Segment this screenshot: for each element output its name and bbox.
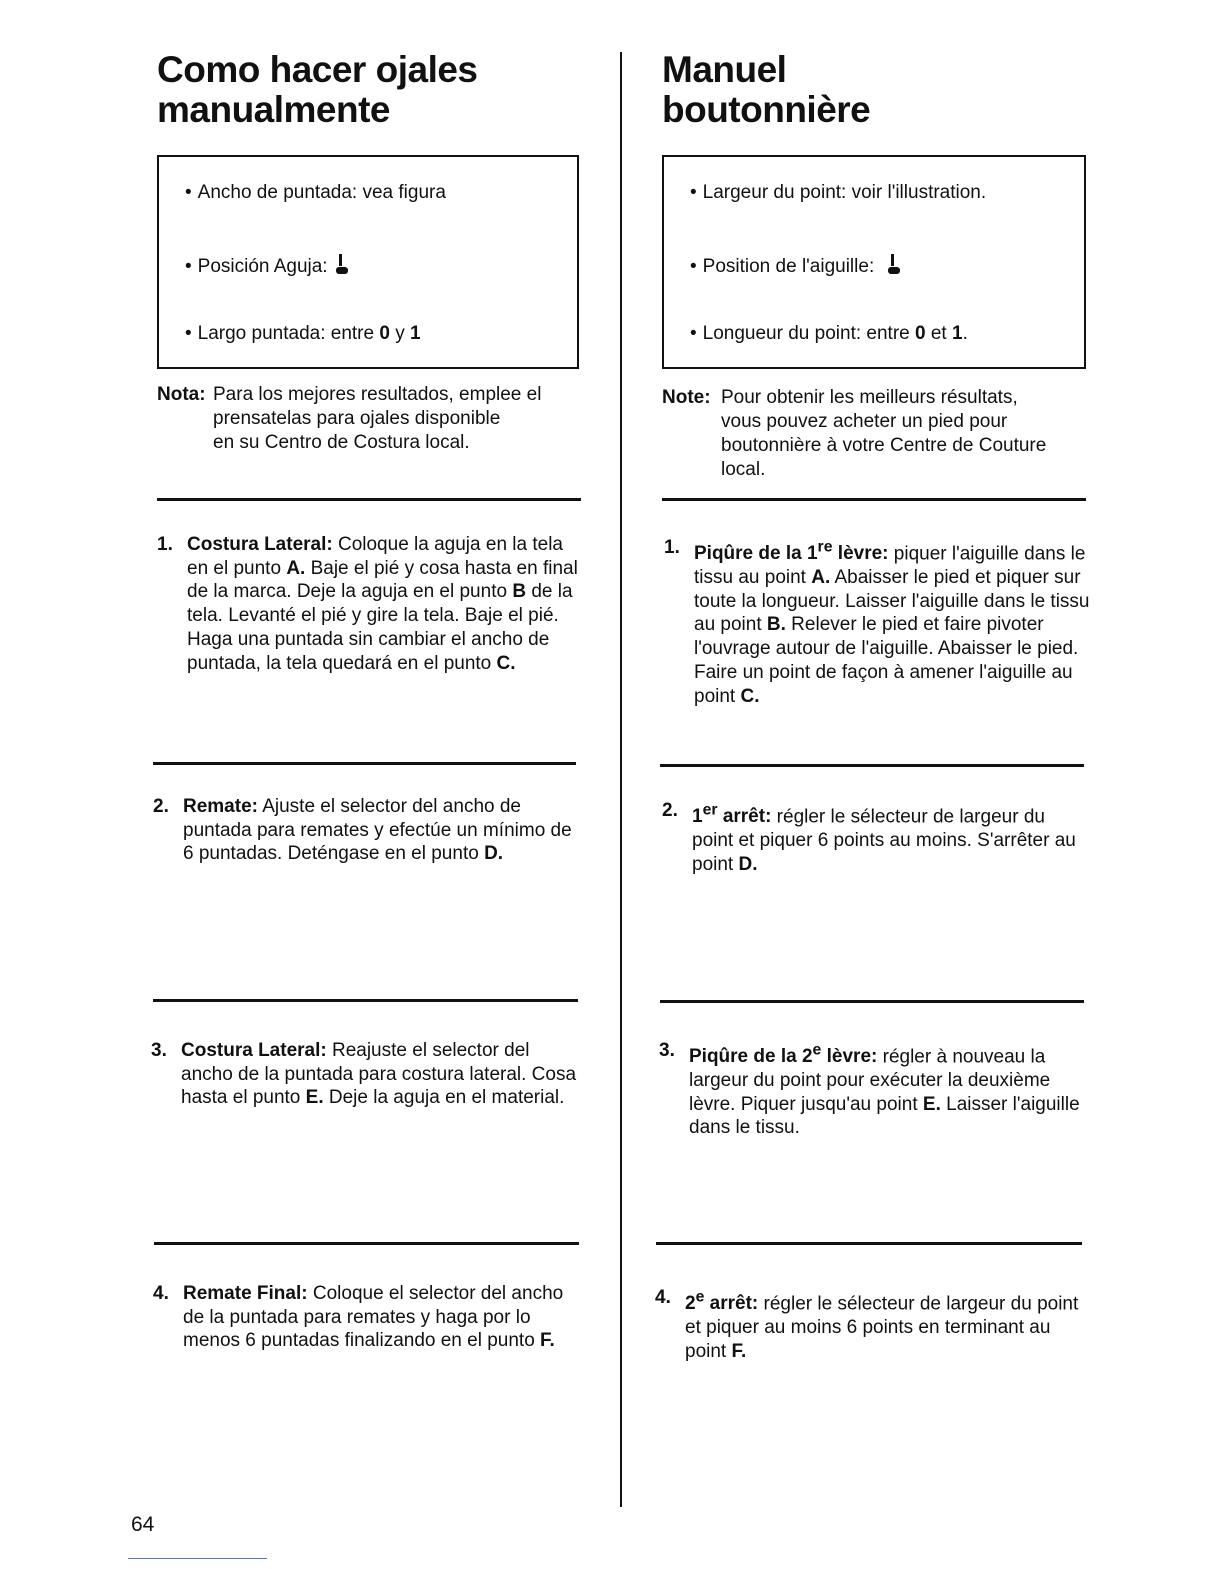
point-label: A. <box>286 557 306 579</box>
needle-position-icon <box>334 252 348 276</box>
setting-text: . <box>962 323 968 344</box>
setting-text: Ancho de puntada: vea figura <box>197 182 446 203</box>
point-label: C. <box>496 652 516 674</box>
step-text: Coloque el selector del ancho de la puntada para remates y haga por lo menos 6 puntadas finalizando en el punto <box>183 1283 564 1352</box>
point-label: E. <box>305 1087 324 1109</box>
setting-stitch-length <box>690 322 968 346</box>
step-text: Abaisser le pied et piquer sur toute la longueur. Laisser l'aiguille dans le tissu au point <box>694 567 1090 636</box>
point-label: B <box>512 581 527 603</box>
step-text: Reajuste el selector del ancho de la puntada para costura lateral. Cosa hasta el punto <box>181 1040 577 1109</box>
section-rule <box>154 1242 579 1245</box>
step-title <box>694 539 889 565</box>
setting-text: Posición Aguja: <box>197 256 328 277</box>
step-number: 1. <box>157 534 173 555</box>
setting-needle-position <box>690 252 900 279</box>
length-min-value: 0 <box>915 323 926 344</box>
page-title-spanish <box>157 50 478 130</box>
step-title-superscript: re <box>817 539 833 556</box>
footer-rule <box>128 1558 267 1559</box>
step-body <box>187 533 582 675</box>
point-label: F. <box>731 1340 747 1362</box>
bullet: • <box>185 323 192 344</box>
page-number: 64 <box>131 1513 155 1536</box>
step-body <box>183 795 575 866</box>
point-label: D. <box>484 843 504 865</box>
bullet: • <box>690 182 697 203</box>
step-body <box>181 1039 577 1110</box>
step-text: Ajuste el selector del ancho de puntada para remates y efectúe un mínimo de 6 puntadas. Deténgase en el punto <box>183 796 572 865</box>
section-rule <box>660 764 1084 767</box>
step-title-text: 1 <box>692 806 703 828</box>
point-label: E. <box>922 1093 941 1115</box>
setting-text: Position de l'aiguille: <box>702 256 875 277</box>
step-text: Coloque la aguja en la tela en el punto <box>187 534 563 579</box>
step-number: 3. <box>659 1040 675 1061</box>
section-rule <box>656 1242 1082 1245</box>
setting-text: Longueur du point: entre <box>702 323 915 344</box>
length-min-value: 0 <box>379 323 390 344</box>
setting-text: Largeur du point: voir l'illustration. <box>702 182 987 203</box>
step-body <box>692 799 1090 876</box>
bullet: • <box>690 323 697 344</box>
length-max-value: 1 <box>951 323 963 344</box>
step-title: Costura Lateral: <box>187 534 333 555</box>
step-title-text: arrêt: <box>717 806 772 828</box>
step-title-text: 2 <box>685 1293 696 1315</box>
step-body <box>685 1286 1085 1363</box>
point-label: F. <box>540 1330 555 1352</box>
step-title: Remate: <box>183 796 258 817</box>
step-text: régler à nouveau la largeur du point pour exécuter la deuxième lèvre. Piquer jusqu'au point <box>689 1046 1051 1115</box>
point-label: C. <box>740 685 760 707</box>
step-text: Laisser l'aiguille dans le tissu. <box>689 1093 1080 1139</box>
column-divider <box>620 52 622 1507</box>
step-number: 3. <box>151 1040 167 1061</box>
setting-stitch-width <box>185 181 446 205</box>
point-label: B. <box>766 614 786 636</box>
step-body <box>689 1039 1089 1140</box>
note-label: Note: <box>662 387 711 408</box>
step-title <box>685 1289 759 1315</box>
step-title-text: Piqûre de la 1 <box>694 543 818 565</box>
point-label: A. <box>811 567 831 589</box>
step-body <box>183 1282 577 1353</box>
section-rule <box>662 498 1086 501</box>
settings-box-spanish <box>157 155 579 369</box>
setting-text: y <box>389 323 410 344</box>
setting-stitch-length <box>185 322 421 346</box>
step-title-text: lèvre: <box>832 543 889 565</box>
step-title <box>689 1042 878 1068</box>
note-label: Nota: <box>157 384 206 405</box>
step-text: Relever le pied et faire pivoter l'ouvrage autour de l'aiguille. Abaisser le pied. Faire un point de façon à amener l'aiguille au point <box>694 614 1079 707</box>
settings-box-french <box>662 155 1086 369</box>
section-rule <box>153 999 578 1002</box>
step-title-superscript: e <box>812 1042 822 1059</box>
step-title-superscript: e <box>695 1289 705 1306</box>
point-label: D. <box>738 853 758 875</box>
section-rule <box>660 1000 1084 1003</box>
page-title-french <box>662 50 870 130</box>
step-number: 2. <box>662 800 678 821</box>
step-title-text: Piqûre de la 2 <box>689 1046 813 1068</box>
title-line-1: Como hacer ojales <box>157 49 478 90</box>
step-text: régler le sélecteur de largeur du point et piquer 6 points au moins. S'arrêter au point <box>692 806 1076 875</box>
bullet: • <box>185 256 192 277</box>
title-line-2: boutonnière <box>662 89 871 130</box>
note-text: Para los mejores resultados, emplee el prensatelas para ojales disponible en su Centro de Costura local. <box>213 384 542 453</box>
title-line-1: Manuel <box>662 49 787 90</box>
step-number: 2. <box>153 796 169 817</box>
step-number: 4. <box>655 1287 671 1308</box>
setting-stitch-width <box>690 181 986 205</box>
setting-text: et <box>925 323 952 344</box>
step-number: 1. <box>664 537 680 558</box>
step-title <box>692 802 772 828</box>
step-title: Costura Lateral: <box>181 1040 327 1061</box>
length-max-value: 1 <box>410 323 421 344</box>
step-text: régler le sélecteur de largeur du point et piquer au moins 6 points en terminant au point <box>685 1293 1079 1362</box>
step-title-text: arrêt: <box>704 1293 759 1315</box>
step-text: piquer l'aiguille dans le tissu au point <box>694 543 1086 589</box>
needle-position-icon <box>886 252 900 276</box>
bullet: • <box>690 256 697 277</box>
title-line-2: manualmente <box>157 89 391 130</box>
section-rule <box>153 762 576 765</box>
setting-text: Largo puntada: entre <box>197 323 380 344</box>
step-text: Baje el pié y cosa hasta en final de la marca. Deje la aguja en el punto <box>187 557 578 603</box>
setting-needle-position <box>185 252 348 279</box>
step-text: Deje la aguja en el material. <box>323 1087 565 1109</box>
step-body <box>694 536 1090 708</box>
bullet: • <box>185 182 192 203</box>
section-rule <box>157 498 581 501</box>
step-text: de la tela. Levanté el pié y gire la tela. Baje el pié. Haga una puntada sin cambiar el ancho de puntada, la tela quedará en el punto <box>187 581 573 674</box>
step-number: 4. <box>153 1283 169 1304</box>
step-title-superscript: er <box>702 802 718 819</box>
step-title: Remate Final: <box>183 1283 308 1304</box>
note-text: Pour obtenir les meilleurs résultats, vous pouvez acheter un pied pour boutonnière à votre Centre de Couture local. <box>721 387 1047 480</box>
step-title-text: lèvre: <box>821 1046 878 1068</box>
